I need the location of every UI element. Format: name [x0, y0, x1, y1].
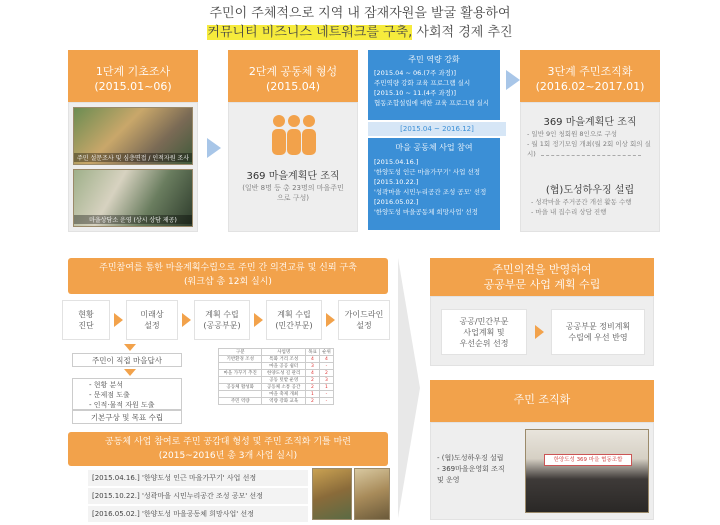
right-top-line2: 공공부문 사업 계획 수립: [483, 278, 601, 291]
stage3-period: (2016.02~2017.01): [535, 80, 645, 93]
table-header-cell: 구분: [219, 349, 262, 356]
capacity-item-3: [2015.10 ~ 11.(4주 과정)]: [374, 89, 456, 97]
photo1-caption: 주민 설문조사 및 심층면접 / 인적자원 조사: [74, 153, 192, 162]
plan-select-text: 공공/민간부문 사업계획 및 우선순위 선정: [459, 316, 509, 348]
stage2-header: [228, 50, 358, 102]
step-1-label: 현황 진단: [78, 310, 94, 330]
table-cell: 1: [305, 391, 319, 398]
right-bottom-body: [430, 422, 654, 520]
project-title: 마을 공동체 사업 참여: [395, 143, 473, 152]
table-cell: 주민 역량: [219, 398, 262, 405]
step-arrow-icon: [535, 325, 544, 339]
table-cell: 1: [319, 384, 333, 391]
right-top-body: [430, 296, 654, 366]
stage3-coop-title: (협)도성하우징 설립: [545, 185, 635, 196]
capacity-item-4: 협동조합설립에 대한 교육 프로그램 실시: [374, 99, 490, 107]
arrow-right-icon: [207, 138, 221, 158]
step-down-arrow-icon: [124, 369, 136, 376]
table-cell: -: [319, 398, 333, 405]
right-top-banner: [430, 258, 654, 296]
org-item-2: - 369마을운영회 조직: [437, 465, 505, 473]
people-group-icon: [269, 113, 319, 157]
step-diagnosis: [62, 300, 110, 340]
plan-reflect-box: [551, 309, 645, 355]
step-public-plan: [194, 300, 250, 340]
table-cell: 마을 가꾸기 추진: [219, 370, 262, 377]
table-cell: 역량 강화 교육: [262, 398, 305, 405]
table-cell: 2: [319, 370, 333, 377]
community-banner-line1: 공동체 사업 참여로 주민 공감대 형성 및 주민 조직화 기틀 마련: [105, 437, 351, 447]
step-4-label: 계획 수립 (민간부문): [275, 310, 313, 330]
table-row: [219, 398, 334, 405]
table-header-cell: 순위: [319, 349, 333, 356]
planning-banner-line2: (워크샵 총 12회 실시): [184, 277, 272, 287]
stage3-org-desc-2: - 월 1회 정기모임 개최(월 2회 이상 회의 실시): [527, 140, 651, 158]
analysis-item-2: - 문제점 도출: [89, 391, 130, 399]
table-cell: 마을 축제 개최: [262, 391, 305, 398]
stage2-period: (2015.04): [265, 80, 321, 93]
org-list: [437, 453, 527, 486]
project-item-5: [2016.05.02.]: [374, 198, 419, 206]
stage3-header: [520, 50, 660, 102]
table-cell: 마을 공공 쉼터: [262, 363, 305, 370]
consultation-photo: [73, 169, 193, 227]
table-cell: 2: [305, 377, 319, 384]
capacity-title: 주민 역량 강화: [408, 55, 460, 64]
capacity-item-2: 주민역량 강화 교육 프로그램 실시: [374, 79, 471, 87]
group-photo-sign: 한양도성 369 마을 협동조합: [544, 454, 632, 466]
table-cell: 한양도성 길 관리: [262, 370, 305, 377]
community-banner: [68, 432, 388, 466]
plan-reflect-text: 공공부문 정비계획 수립에 우선 반영: [565, 322, 631, 342]
title-line2: [0, 23, 720, 42]
right-bottom-banner: [430, 380, 654, 422]
community-banner-line2: (2015~2016년 총 3개 사업 실시): [158, 451, 298, 461]
table-header-cell: 사업명: [262, 349, 305, 356]
arrow-right-icon: [506, 70, 520, 90]
stage1-body: [68, 102, 198, 232]
table-cell: 4: [305, 370, 319, 377]
stage2-title: 2단계 공동체 형성: [248, 65, 338, 78]
strategy-box: 기본구상 및 목표 수립: [72, 410, 182, 424]
planning-banner: [68, 258, 388, 294]
table-cell: [219, 363, 262, 370]
planning-banner-line1: 주민참여를 통한 마을계획수립으로 주민 간 의견교류 및 신뢰 구축: [99, 263, 357, 273]
org-item-3: 및 운영: [437, 476, 460, 484]
period-bar: [2015.04 ~ 2016.12]: [368, 122, 506, 136]
right-top-line1: 주민의견을 반영하여: [492, 263, 592, 276]
step-arrow-icon: [114, 313, 123, 327]
community-photo-1: [312, 468, 352, 520]
page-title: [0, 4, 720, 42]
analysis-item-3: - 인적·물적 자원 도출: [89, 401, 155, 409]
table-cell: -: [319, 363, 333, 370]
title-line2-rest: 사회적 경제 추진: [412, 25, 513, 40]
table-row: [219, 356, 334, 363]
group-photo: [525, 429, 649, 513]
table-cell: -: [319, 391, 333, 398]
table-row: [219, 370, 334, 377]
stage1-title: 1단계 기초조사: [95, 65, 171, 78]
community-photo-2: [354, 468, 390, 520]
table-row: [219, 384, 334, 391]
analysis-box: [72, 378, 182, 410]
project-item-6: '한양도성 마을공동체 희망사업' 선정: [374, 208, 478, 216]
table-row: [219, 391, 334, 398]
survey-box: 주민이 직접 마을답사: [72, 353, 182, 367]
large-arrow-icon: [398, 258, 420, 518]
project-item-3: [2015.10.22.]: [374, 178, 419, 186]
table-cell: 공동 텃밭 운영: [262, 377, 305, 384]
table-header-cell: 목표: [305, 349, 319, 356]
project-item-1: [2015.04.16.]: [374, 158, 419, 166]
stage2-org-desc: (일반 8명 등 총 23명의 마을주민으로 구성): [242, 184, 344, 202]
capacity-item-1: [2015.04 ~ 06.(7주 과정)]: [374, 69, 456, 77]
table-cell: 2: [305, 398, 319, 405]
table-cell: 공동체 소통 공간: [262, 384, 305, 391]
table-cell: 2: [305, 384, 319, 391]
org-item-1: - (협)도성하우징 설립: [437, 454, 504, 462]
capacity-box: [368, 50, 500, 120]
table-cell: 공동체 활성화: [219, 384, 262, 391]
community-item: [2015.10.22.] '성곽마을 시민누리공간 조성 공모' 선정: [88, 488, 308, 504]
project-box: [368, 138, 500, 230]
community-item: [2015.04.16.] '한양도성 인근 마을가꾸기' 사업 선정: [88, 470, 308, 486]
stage3-org-title: 369 마을계획단 조직: [543, 117, 637, 128]
stage3-title: 3단계 주민조직화: [547, 65, 633, 78]
step-private-plan: [266, 300, 322, 340]
table-cell: 4: [319, 356, 333, 363]
step-3-label: 계획 수립 (공공부문): [203, 310, 241, 330]
right-bottom-title: 주민 조직화: [513, 393, 571, 406]
step-arrow-icon: [254, 313, 263, 327]
table-row: [219, 377, 334, 384]
community-list: [88, 470, 308, 522]
table-cell: 특화 거리 조성: [262, 356, 305, 363]
analysis-item-1: - 현황 분석: [89, 381, 124, 389]
stage1-header: [68, 50, 198, 102]
community-item: [2016.05.02.] '한양도성 마을공동체 희망사업' 선정: [88, 506, 308, 522]
project-item-2: '한양도성 인근 마을가꾸기' 사업 선정: [374, 168, 481, 176]
plan-table: [218, 348, 334, 405]
stage2-org-title: 369 마을계획단 조직: [246, 171, 340, 182]
step-down-arrow-icon: [124, 344, 136, 351]
stage3-coop-desc-2: - 마을 내 집수리 상담 진행: [531, 208, 607, 216]
table-cell: [219, 377, 262, 384]
stage2-body: [228, 102, 358, 232]
plan-select-box: [441, 309, 527, 355]
table-cell: 4: [305, 356, 319, 363]
title-highlight: 커뮤니티 비즈니스 네트워크를 구축,: [207, 25, 413, 40]
step-guideline: [338, 300, 390, 340]
table-row: [219, 363, 334, 370]
title-line1: 주민이 주체적으로 지역 내 잠재자원을 발굴 활용하여: [209, 6, 511, 21]
photo2-caption: 마을상담소 운영 (상시 상담 제공): [74, 215, 192, 224]
table-cell: [219, 391, 262, 398]
step-2-label: 미래상 설정: [140, 310, 164, 330]
divider: [541, 155, 641, 156]
table-cell: 기반환경 조성: [219, 356, 262, 363]
project-item-4: '성곽마을 시민누리공간 조성 공모' 선정: [374, 188, 487, 196]
stage3-org-desc-1: - 일반 9인 청회원 8인으로 구성: [527, 130, 618, 138]
stage3-coop-desc-1: - 성곽마을 주거공간 개선 활동 수행: [531, 198, 632, 206]
stage3-coop-desc: [531, 197, 655, 217]
stage3-body: [520, 102, 660, 232]
table-cell: 3: [305, 363, 319, 370]
step-arrow-icon: [326, 313, 335, 327]
stage1-period: (2015.01~06): [94, 80, 172, 93]
step-5-label: 가이드라인 설정: [344, 310, 384, 330]
step-arrow-icon: [182, 313, 191, 327]
step-vision: [126, 300, 178, 340]
survey-photo: [73, 107, 193, 165]
table-cell: 3: [319, 377, 333, 384]
